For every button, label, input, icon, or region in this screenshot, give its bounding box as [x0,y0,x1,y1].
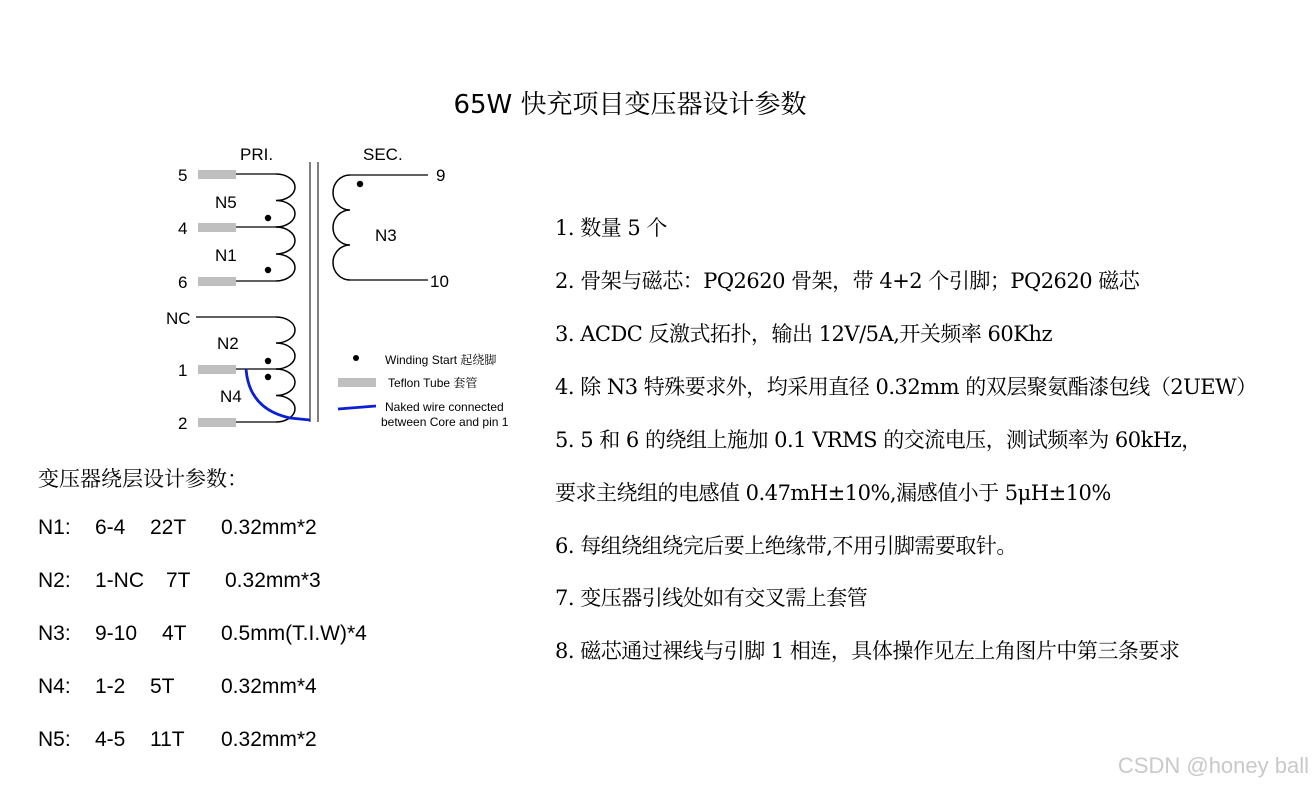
winding-pins: 1-2 [95,675,126,698]
legend-naked-wire-1: Naked wire connected [385,400,504,414]
winding-label-n3: N3 [375,226,397,245]
requirement-item: 6. 每组绕组绕完后要上绝缘带,不用引脚需要取针。 [555,534,1017,558]
legend-naked-wire-2: between Core and pin 1 [381,415,509,429]
pin-10: 10 [430,272,449,291]
winding-name: N1: [38,516,71,539]
winding-params-title: 变压器绕层设计参数： [38,467,248,491]
coil-n5 [276,174,295,227]
winding-pins: 1-NC [95,569,145,592]
legend-tube-icon [338,378,376,387]
winding-start-dot [265,358,271,364]
requirement-item: 5. 5 和 6 的绕组上施加 0.1 VRMS 的交流电压，测试频率为 60kHz， [555,428,1202,452]
teflon-tube [198,418,236,427]
winding-pins: 9-10 [95,622,138,645]
winding-name: N4: [38,675,71,698]
pin-5: 5 [178,166,188,185]
winding-pins: 4-5 [95,728,126,751]
winding-start-dot [265,374,271,380]
winding-start-dot [265,215,271,221]
winding-wire: 0.32mm*3 [225,569,321,592]
pin-6: 6 [178,273,188,292]
winding-turns: 7T [166,569,191,592]
page-title: 65W 快充项目变压器设计参数 [453,90,807,120]
winding-pins: 6-4 [95,516,126,539]
naked-wire [246,369,310,420]
winding-turns: 11T [150,728,185,751]
winding-turns: 4T [162,622,187,645]
winding-name: N2: [38,569,71,592]
requirement-item: 8. 磁芯通过裸线与引脚 1 相连，具体操作见左上角图片中第三条要求 [555,639,1180,663]
winding-wire: 0.5mm(T.I.W)*4 [221,622,367,645]
teflon-tube [198,277,236,286]
requirement-item: 4. 除 N3 特殊要求外，均采用直径 0.32mm 的双层聚氨酯漆包线（2UEW） [555,375,1257,399]
winding-wire: 0.32mm*2 [221,516,317,539]
pin-1: 1 [178,361,188,380]
pin-9: 9 [436,166,446,185]
legend-winding-start: Winding Start 起绕脚 [385,353,497,367]
winding-wire: 0.32mm*4 [221,675,317,698]
winding-label-n4: N4 [220,387,242,406]
winding-start-dot [265,267,271,273]
teflon-tube [198,365,236,374]
pin-4: 4 [178,219,188,238]
coil-n3 [333,175,350,280]
legend-teflon-tube: Teflon Tube 套管 [388,376,478,390]
watermark: CSDN @honey ball [1117,753,1309,778]
teflon-tube [198,170,236,179]
pri-label: PRI. [240,145,274,164]
transformer-schematic [160,140,530,440]
requirement-item: 2. 骨架与磁芯：PQ2620 骨架，带 4+2 个引脚；PQ2620 磁芯 [555,269,1140,293]
winding-label-n2: N2 [217,334,239,353]
requirement-item: 7. 变压器引线处如有交叉需上套管 [555,586,868,610]
requirement-item: 要求主绕组的电感值 0.47mH±10%,漏感值小于 5μH±10% [555,481,1111,505]
legend-wire-icon [338,406,376,409]
winding-wire: 0.32mm*2 [221,728,317,751]
winding-label-n1: N1 [215,246,237,265]
teflon-tube [198,223,236,232]
sec-label: SEC. [363,145,403,164]
coil-n2 [276,317,295,369]
winding-name: N3: [38,622,71,645]
winding-turns: 5T [150,675,175,698]
winding-turns: 22T [150,516,187,539]
pin-nc: NC [166,309,191,328]
winding-name: N5: [38,728,71,751]
winding-start-dot [357,181,363,187]
winding-label-n5: N5 [215,193,237,212]
pin-2: 2 [178,414,188,433]
requirement-item: 1. 数量 5 个 [555,216,667,240]
coil-n1 [276,227,295,281]
legend-dot-icon [353,355,359,361]
requirement-item: 3. ACDC 反激式拓扑，输出 12V/5A,开关频率 60Khz [555,322,1053,346]
